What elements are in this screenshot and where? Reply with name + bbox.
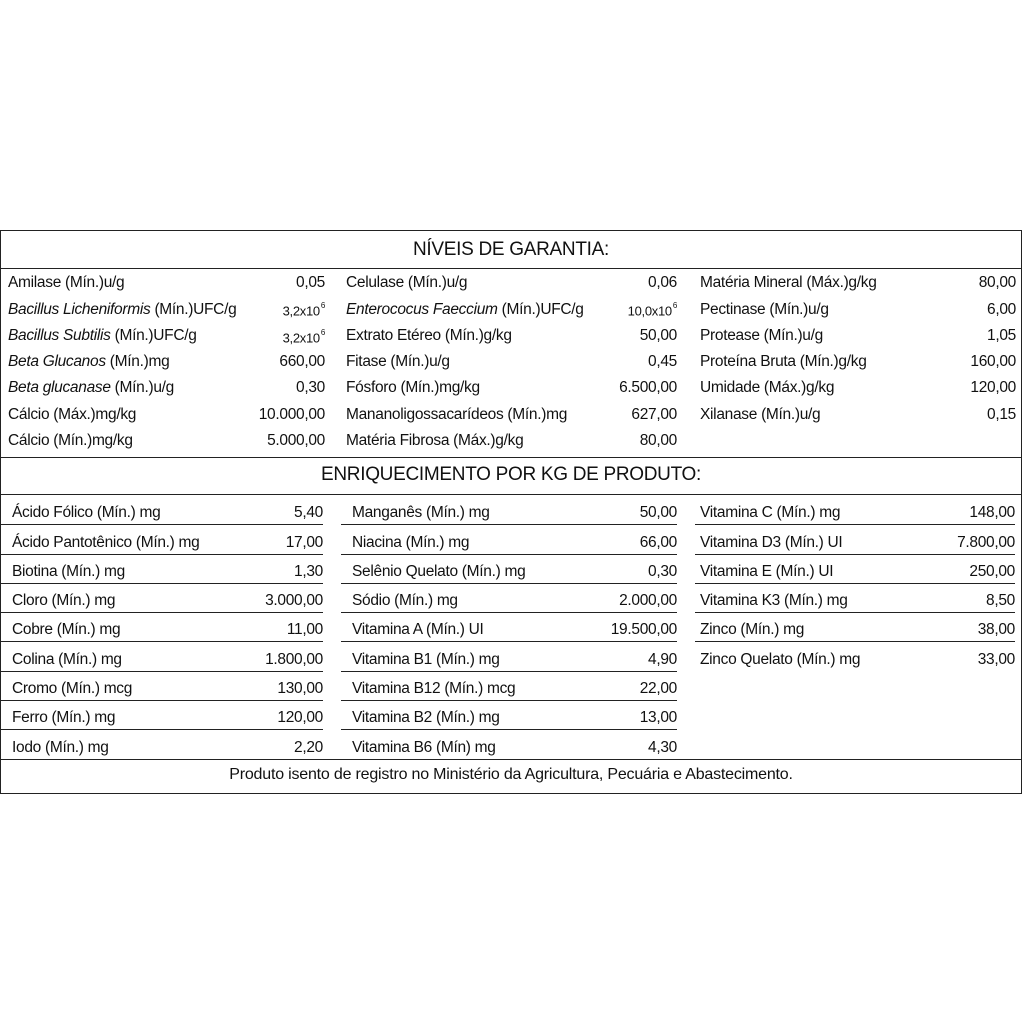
nutrient-name: Enterococus Faeccium (Mín.)UFC/g <box>346 300 584 318</box>
nutrient-row <box>346 294 677 320</box>
nutrient-value: 10.000,00 <box>258 405 325 423</box>
enrichment-name: Zinco Quelato (Mín.) mg <box>700 650 861 668</box>
enrichment-name: Cloro (Mín.) mg <box>12 592 116 610</box>
enrichment-name: Ácido Pantotênico (Mín.) mg <box>12 533 200 551</box>
nutrient-row <box>700 400 1016 426</box>
enrichment-row <box>1 584 323 613</box>
enrichment-value: 3.000,00 <box>265 592 323 610</box>
enrichment-value: 1.800,00 <box>265 650 323 668</box>
enrichment-row <box>1 672 323 701</box>
enrichment-row <box>341 584 677 613</box>
enrichment-value: 4,30 <box>648 738 677 756</box>
enrichment-name: Sódio (Mín.) mg <box>352 592 458 610</box>
nutrient-value: 1,05 <box>987 326 1016 344</box>
nutrient-value: 160,00 <box>970 353 1016 371</box>
nutrient-name: Beta glucanase (Mín.)u/g <box>8 379 174 397</box>
nutrient-name: Mananoligossacarídeos (Mín.)mg <box>346 405 568 423</box>
enrichment-row <box>695 584 1015 613</box>
enrichment-value: 8,50 <box>986 592 1015 610</box>
enrichment-value: 38,00 <box>977 621 1015 639</box>
enrichment-row <box>695 555 1015 584</box>
enrichment-name: Selênio Quelato (Mín.) mg <box>352 562 526 580</box>
enrichment-row <box>1 701 323 730</box>
nutrient-name: Matéria Mineral (Máx.)g/kg <box>700 274 877 292</box>
enrichment-value: 22,00 <box>639 680 677 698</box>
enrichment-name: Vitamina B12 (Mín.) mcg <box>352 680 516 698</box>
enrichment-name: Iodo (Mín.) mg <box>12 738 109 756</box>
nutrient-row <box>346 347 677 373</box>
enrichment-name: Ácido Fólico (Mín.) mg <box>12 504 161 522</box>
nutrient-value: 6,00 <box>987 300 1016 318</box>
nutrient-value: 0,30 <box>296 379 325 397</box>
enrichment-row <box>341 496 677 525</box>
nutrient-row <box>346 321 677 347</box>
enrichment-value: 2,20 <box>294 738 323 756</box>
nutrient-name-italic: Beta glucanase <box>8 379 111 397</box>
nutrient-row <box>8 347 325 373</box>
divider <box>1 759 1021 760</box>
divider <box>1 457 1021 458</box>
nutrient-value: 0,15 <box>987 405 1016 423</box>
enrichment-row <box>341 555 677 584</box>
enrichment-name: Vitamina D3 (Mín.) UI <box>700 533 843 551</box>
enrichment-name: Vitamina B2 (Mín.) mg <box>352 709 500 727</box>
enrichment-name: Biotina (Mín.) mg <box>12 562 125 580</box>
enrichment-row <box>341 672 677 701</box>
enrichment-name: Cromo (Mín.) mcg <box>12 680 133 698</box>
nutrient-value: $10,0x10^6$ <box>627 301 677 319</box>
nutrient-name: Fitase (Mín.)u/g <box>346 353 450 371</box>
enrichment-row <box>341 525 677 554</box>
nutrient-value: 627,00 <box>631 405 677 423</box>
enrichment-value: 250,00 <box>969 562 1015 580</box>
nutrient-name: Amilase (Mín.)u/g <box>8 274 125 292</box>
nutrient-row <box>8 426 325 452</box>
enrichment-value: 2.000,00 <box>619 592 677 610</box>
nutrient-row <box>346 400 677 426</box>
enrichment-value: 130,00 <box>277 680 323 698</box>
nutrient-row <box>8 373 325 399</box>
exponent: 6 <box>672 301 677 311</box>
nutrient-row <box>346 426 677 452</box>
enrichment-row <box>341 643 677 672</box>
nutrient-row <box>346 268 677 294</box>
nutrient-name: Protease (Mín.)u/g <box>700 326 823 344</box>
enrichment-name: Vitamina E (Mín.) UI <box>700 562 834 580</box>
nutrient-name: Celulase (Mín.)u/g <box>346 274 468 292</box>
enrichment-value: 5,40 <box>294 504 323 522</box>
enrichment-row <box>1 525 323 554</box>
enrichment-name: Vitamina A (Mín.) UI <box>352 621 484 639</box>
nutrient-value: 120,00 <box>970 379 1016 397</box>
nutrient-value: 0,05 <box>296 274 325 292</box>
nutrient-row <box>700 294 1016 320</box>
nutrient-name: Proteína Bruta (Mín.)g/kg <box>700 353 867 371</box>
nutrient-name: Extrato Etéreo (Mín.)g/kg <box>346 326 512 344</box>
nutrient-row <box>700 321 1016 347</box>
enrichment-row <box>1 555 323 584</box>
divider <box>1 494 1021 495</box>
enrichment-row <box>1 730 323 758</box>
nutrient-name: Bacillus Subtilis (Mín.)UFC/g <box>8 326 197 344</box>
nutrient-value: $3,2x10^6$ <box>282 327 325 345</box>
nutrient-value: 50,00 <box>639 326 677 344</box>
nutrient-row <box>8 268 325 294</box>
nutrient-row <box>700 268 1016 294</box>
nutrient-value: 0,45 <box>648 353 677 371</box>
nutrient-name: Umidade (Máx.)g/kg <box>700 379 835 397</box>
footer-note: Produto isento de registro no Ministério da Agricultura, Pecuária e Abastecimento. <box>229 766 793 783</box>
nutrient-value: 80,00 <box>978 274 1016 292</box>
nutrient-value: 5.000,00 <box>267 432 325 450</box>
nutrient-name: Beta Glucanos (Mín.)mg <box>8 353 170 371</box>
nutrient-name-italic: Bacillus Subtilis <box>8 326 111 344</box>
nutrient-name-italic: Beta Glucanos <box>8 353 106 371</box>
enrichment-value: 1,30 <box>294 562 323 580</box>
nutrient-name: Xilanase (Mín.)u/g <box>700 405 821 423</box>
enrichment-row <box>341 701 677 730</box>
nutrient-value: 0,06 <box>648 274 677 292</box>
nutrient-name: Cálcio (Máx.)mg/kg <box>8 405 137 423</box>
enrichment-value: 0,30 <box>648 562 677 580</box>
nutrient-name: Cálcio (Mín.)mg/kg <box>8 432 133 450</box>
nutrient-row <box>8 321 325 347</box>
enrichment-value: 120,00 <box>277 709 323 727</box>
enrichment-name: Vitamina C (Mín.) mg <box>700 504 841 522</box>
enrichment-value: 11,00 <box>286 621 323 639</box>
nutrient-value: 660,00 <box>279 353 325 371</box>
enrichment-value: 148,00 <box>969 504 1015 522</box>
nutrient-name-italic: Enterococus Faeccium <box>346 300 498 318</box>
enrichment-row <box>1 613 323 642</box>
enrichment-row <box>341 613 677 642</box>
exponent: 6 <box>320 301 325 311</box>
enrichment-name: Vitamina K3 (Mín.) mg <box>700 592 848 610</box>
enrichment-row <box>1 643 323 672</box>
enrichment-row <box>695 525 1015 554</box>
nutrient-row <box>700 373 1016 399</box>
enrichment-name: Vitamina B6 (Mín) mg <box>352 738 496 756</box>
nutrient-name: Fósforo (Mín.)mg/kg <box>346 379 480 397</box>
enrichment-value: 33,00 <box>977 650 1015 668</box>
enrichment-row <box>695 613 1015 642</box>
nutrient-row <box>346 373 677 399</box>
enrichment-value: 17,00 <box>285 533 323 551</box>
enrichment-value: 13,00 <box>639 709 677 727</box>
enrichment-name: Vitamina B1 (Mín.) mg <box>352 650 500 668</box>
enrichment-name: Niacina (Mín.) mg <box>352 533 470 551</box>
enrichment-row <box>695 496 1015 525</box>
nutrient-name: Pectinase (Mín.)u/g <box>700 300 829 318</box>
enrichment-name: Zinco (Mín.) mg <box>700 621 805 639</box>
nutrient-row <box>8 400 325 426</box>
nutrient-name-italic: Bacillus Licheniformis <box>8 300 151 318</box>
nutrient-value: $3,2x10^6$ <box>282 301 325 319</box>
enrichment-value: 7.800,00 <box>957 533 1015 551</box>
enrichment-value: 66,00 <box>639 533 677 551</box>
exponent: 6 <box>320 327 325 337</box>
nutrient-value: 80,00 <box>639 432 677 450</box>
enrichment-row <box>1 496 323 525</box>
enrichment-name: Manganês (Mín.) mg <box>352 504 490 522</box>
enrichment-row <box>695 643 1015 671</box>
enrichment-name: Colina (Mín.) mg <box>12 650 122 668</box>
enrichment-name: Cobre (Mín.) mg <box>12 621 121 639</box>
enrichment-value: 19.500,00 <box>610 621 677 639</box>
nutrient-name: Bacillus Licheniformis (Mín.)UFC/g <box>8 300 237 318</box>
garantia-title: NÍVEIS DE GARANTIA: <box>413 239 609 260</box>
enrichment-value: 50,00 <box>639 504 677 522</box>
nutrient-name: Matéria Fibrosa (Máx.)g/kg <box>346 432 524 450</box>
nutrient-row <box>8 294 325 320</box>
enriquecimento-title: ENRIQUECIMENTO POR KG DE PRODUTO: <box>321 464 701 485</box>
nutrient-row <box>700 347 1016 373</box>
nutrient-value: 6.500,00 <box>619 379 677 397</box>
nutrition-label <box>0 230 1022 794</box>
enrichment-value: 4,90 <box>648 650 677 668</box>
enrichment-row <box>341 730 677 758</box>
enrichment-name: Ferro (Mín.) mg <box>12 709 116 727</box>
